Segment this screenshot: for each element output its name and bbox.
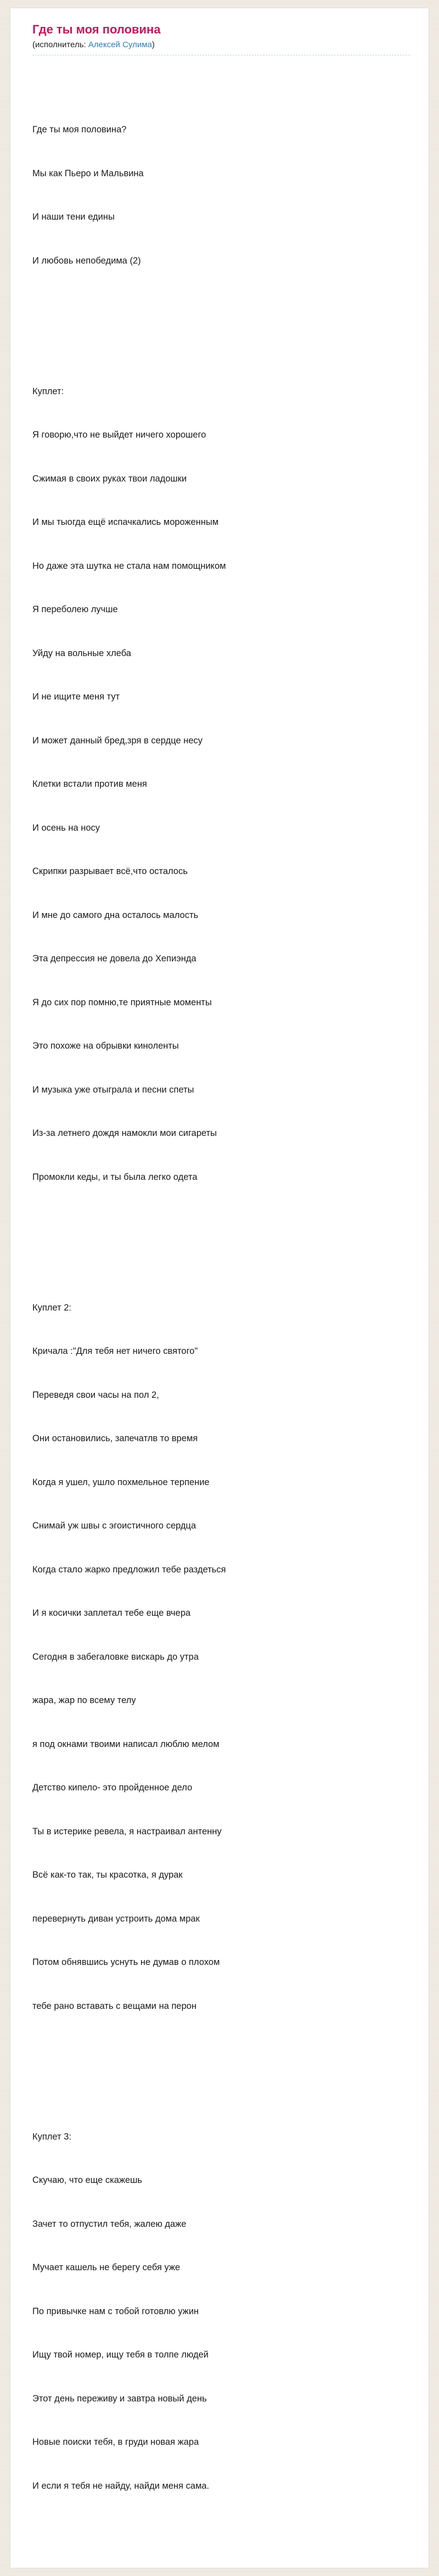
lyrics-line: Снимай уж швы с эгоистичного сердца (32, 1521, 196, 1531)
lyrics-line: И любовь непобедима (2) (32, 255, 141, 266)
lyrics-line: Промокли кеды, и ты была легко одета (32, 1172, 198, 1182)
lyrics-line: И не ищите меня тут (32, 692, 120, 702)
lyrics-line: И я косички заплетал тебе еще вчера (32, 1608, 191, 1619)
lyrics-line: тебе рано вставать с вещами на перон (32, 2001, 197, 2011)
lyrics-line: Мучает кашель не берегу себя уже (32, 2263, 181, 2273)
lyrics-line: И мне до самого дна осталось малость (32, 910, 199, 920)
lyrics-line: Клетки встали против меня (32, 779, 147, 789)
lyrics-line: Скучаю, что еще скажешь (32, 2175, 142, 2186)
lyrics-line: Переведя свои часы на пол 2, (32, 1390, 159, 1400)
lyrics-line: Уйду на вольные хлеба (32, 648, 131, 658)
page-title: Где ты моя половина (32, 23, 161, 36)
performer-line (32, 40, 410, 55)
lyrics-block-verse-2 (32, 1272, 410, 2043)
lyrics-line: Они остановились, запечатлв то время (32, 1433, 198, 1444)
lyrics-line: Я до сих пор помню,те приятные моменты (32, 997, 212, 1007)
lyrics-block-verse-1 (32, 355, 410, 1214)
lyrics-line: Кричала :"Для тебя нет ничего святого" (32, 1346, 198, 1357)
lyrics-block-chorus-intro (32, 93, 410, 297)
lyrics-line: жара, жар по всему телу (32, 1695, 136, 1706)
lyrics-line: я под окнами твоими написал люблю мелом (32, 1739, 219, 1749)
performer-suffix: ) (151, 40, 155, 50)
lyrics-line: Когда стало жарко предложил тебе раздеться (32, 1564, 226, 1575)
lyrics-line: По привычке нам с тобой готовлю ужин (32, 2306, 199, 2316)
lyrics-line: перевернуть диван устроить дома мрак (32, 1913, 200, 1924)
lyrics-body (32, 64, 410, 2551)
lyrics-line: Сегодня в забегаловке вискарь до утра (32, 1651, 199, 1662)
lyrics-line: Сжимая в своих руках твои ладошки (32, 473, 187, 484)
lyrics-line: Детство кипело- это пройденное дело (32, 1783, 193, 1793)
lyrics-line: Из-за летнего дождя намокли мои сигареты (32, 1128, 217, 1139)
lyrics-line: И может данный бред,зря в сердце несу (32, 735, 203, 746)
lyrics-line: Куплет 2: (32, 1302, 71, 1313)
lyrics-line: Но даже эта шутка не стала нам помощником (32, 561, 226, 571)
lyrics-line: И музыка уже отыграла и песни спеты (32, 1084, 194, 1095)
lyrics-line: Этот день переживу и завтра новый день (32, 2393, 207, 2404)
lyrics-line: И мы тыогда ещё испачкались мороженным (32, 517, 219, 528)
lyrics-line: Эта депрессия не довела до Хепиэнда (32, 954, 196, 964)
lyrics-line: Ты в истерике ревела, я настраивал антенну (32, 1826, 222, 1836)
lyrics-line: Ищу твой номер, ищу тебя в толпе людей (32, 2350, 209, 2360)
lyrics-line: Куплет: (32, 386, 64, 396)
lyrics-line: Где ты моя половина? (32, 125, 127, 135)
performer-prefix: (исполнитель: (32, 40, 88, 50)
lyrics-line: Это похоже на обрывки киноленты (32, 1041, 179, 1051)
lyrics-line: Новые поиски тебя, в груди новая жара (32, 2437, 199, 2448)
lyrics-block-verse-3 (32, 2101, 410, 2523)
lyrics-line: И если я тебя не найду, найди меня сама. (32, 2480, 210, 2491)
lyrics-line: Мы как Пьеро и Мальвина (32, 168, 144, 178)
lyrics-line: Потом обнявшись уснуть не думав о плохом (32, 1957, 220, 1968)
lyrics-line: И осень на носу (32, 822, 100, 833)
lyrics-line: Всё как-то так, ты красотка, я дурак (32, 1870, 183, 1880)
lyrics-line: Когда я ушел, ушло похмельное терпение (32, 1477, 210, 1487)
lyrics-line: Зачет то отпустил тебя, жалею даже (32, 2219, 187, 2229)
lyrics-line: Куплет 3: (32, 2131, 71, 2142)
lyrics-line: Я говорю,что не выйдет ничего хорошего (32, 430, 206, 440)
lyrics-line: Скрипки разрывает всё,что осталось (32, 866, 188, 877)
lyrics-sheet (10, 8, 429, 2568)
performer-link[interactable]: Алексей Сулима (88, 40, 152, 50)
lyrics-line: И наши тени едины (32, 212, 115, 222)
lyrics-line: Я переболею лучше (32, 604, 118, 615)
